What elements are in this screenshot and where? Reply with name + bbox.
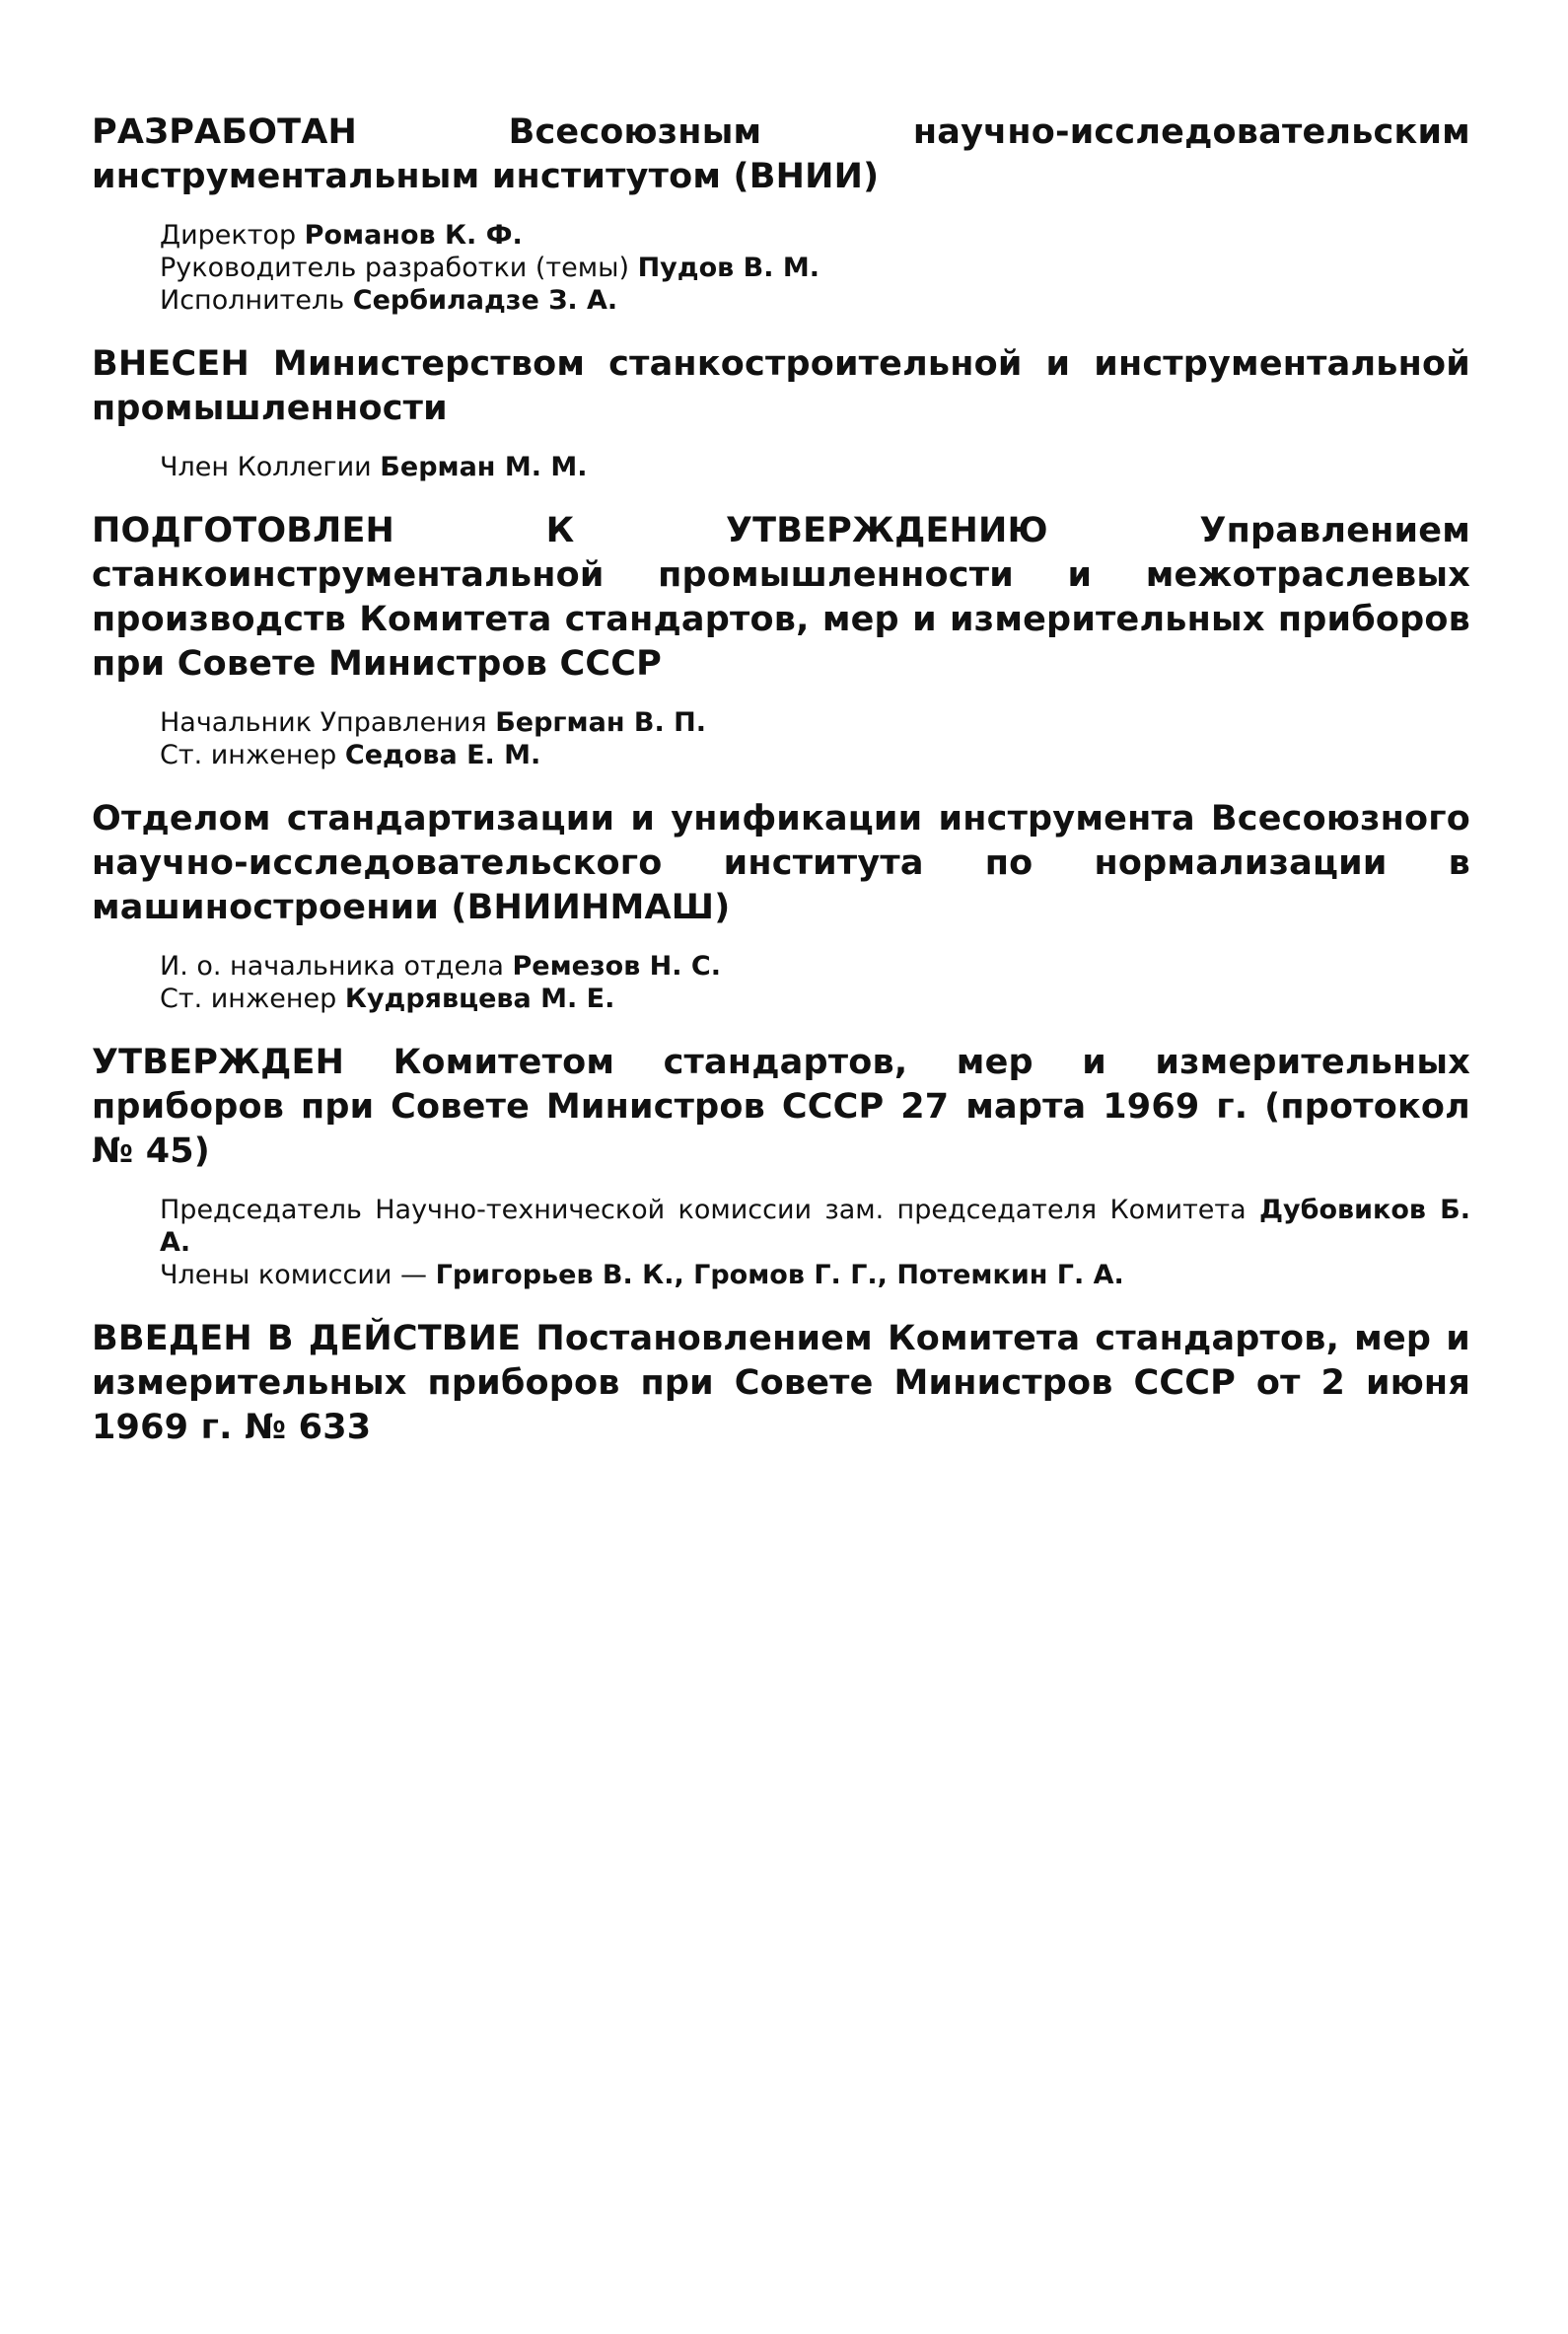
person-name: Романов К. Ф. <box>304 220 523 251</box>
section-heading <box>92 509 1470 687</box>
section-introduced <box>92 342 1470 483</box>
person-line <box>160 252 1470 284</box>
person-name: Сербиладзе З. А. <box>352 285 618 316</box>
person-line <box>160 706 1470 739</box>
person-line <box>160 739 1470 771</box>
person-line <box>160 219 1470 252</box>
person-role: Начальник Управления <box>160 707 496 738</box>
person-role: Руководитель разработки (темы) <box>160 253 638 283</box>
person-name: Григорьев В. К., Громов Г. Г., Потемкин Г. А. <box>435 1260 1124 1290</box>
person-line <box>160 983 1470 1015</box>
section-heading <box>92 797 1470 930</box>
section-lead: ВВЕДЕН В ДЕЙСТВИЕ <box>92 1319 522 1358</box>
people-list <box>160 219 1470 317</box>
section-text: Министерством станкостроительной и инструментальной промышленности <box>92 344 1470 428</box>
section-lead: УТВЕРЖДЕН <box>92 1043 345 1082</box>
person-role: Ст. инженер <box>160 984 345 1014</box>
section-lead: РАЗРАБОТАН <box>92 112 358 152</box>
person-line <box>160 1194 1470 1259</box>
section-heading <box>92 1317 1470 1450</box>
person-role: Директор <box>160 220 305 251</box>
people-list <box>160 1194 1470 1291</box>
section-standardization-dept <box>92 797 1470 1015</box>
person-name: Бергман В. П. <box>495 707 706 738</box>
person-name: Ремезов Н. С. <box>512 951 721 982</box>
person-role: И. о. начальника отдела <box>160 951 513 982</box>
section-heading <box>92 1041 1470 1174</box>
person-role: Председатель Научно-технической комиссии зам. председателя Комитета <box>160 1195 1259 1225</box>
person-line <box>160 1259 1470 1291</box>
section-text: Комитетом стандартов, мер и измерительных приборов при Совете Министров СССР 27 марта 1969 г. (протокол № 45) <box>92 1043 1470 1171</box>
person-name: Седова Е. М. <box>344 740 541 770</box>
section-lead: ПОДГОТОВЛЕН К УТВЕРЖДЕНИЮ <box>92 511 1048 550</box>
person-role: Член Коллегии <box>160 452 381 482</box>
person-line <box>160 451 1470 483</box>
person-name: Кудрявцева М. Е. <box>344 984 615 1014</box>
section-heading <box>92 110 1470 199</box>
people-list <box>160 950 1470 1015</box>
people-list <box>160 451 1470 483</box>
person-role: Исполнитель <box>160 285 353 316</box>
people-list <box>160 706 1470 771</box>
section-text: Отделом стандартизации и унификации инструмента Всесоюзного научно-исследовательского института по нормализации в машиностроении (ВНИИНМАШ) <box>92 799 1470 927</box>
section-heading <box>92 342 1470 431</box>
person-role: Члены комиссии — <box>160 1260 436 1290</box>
person-name: Пудов В. М. <box>637 253 820 283</box>
person-name: Берман М. М. <box>380 452 588 482</box>
section-approved <box>92 1041 1470 1291</box>
section-text: Управлением станкоинструментальной промышленности и межотраслевых производств Комитета стандартов, мер и измерительных приборов при Совете Министров СССР <box>92 511 1470 684</box>
section-text: Всесоюзным научно-исследовательским инструментальным институтом (ВНИИ) <box>92 112 1470 196</box>
section-prepared <box>92 509 1470 771</box>
section-text: Постановлением Комитета стандартов, мер и измерительных приборов при Совете Министров СССР от 2 июня 1969 г. № 633 <box>92 1319 1470 1447</box>
section-developed <box>92 110 1470 317</box>
person-name: Дубовиков Б. А. <box>160 1195 1470 1258</box>
person-role: Ст. инженер <box>160 740 345 770</box>
document-page <box>92 110 1470 1476</box>
section-enacted <box>92 1317 1470 1450</box>
person-line <box>160 284 1470 317</box>
section-lead: ВНЕСЕН <box>92 344 249 384</box>
person-line <box>160 950 1470 983</box>
